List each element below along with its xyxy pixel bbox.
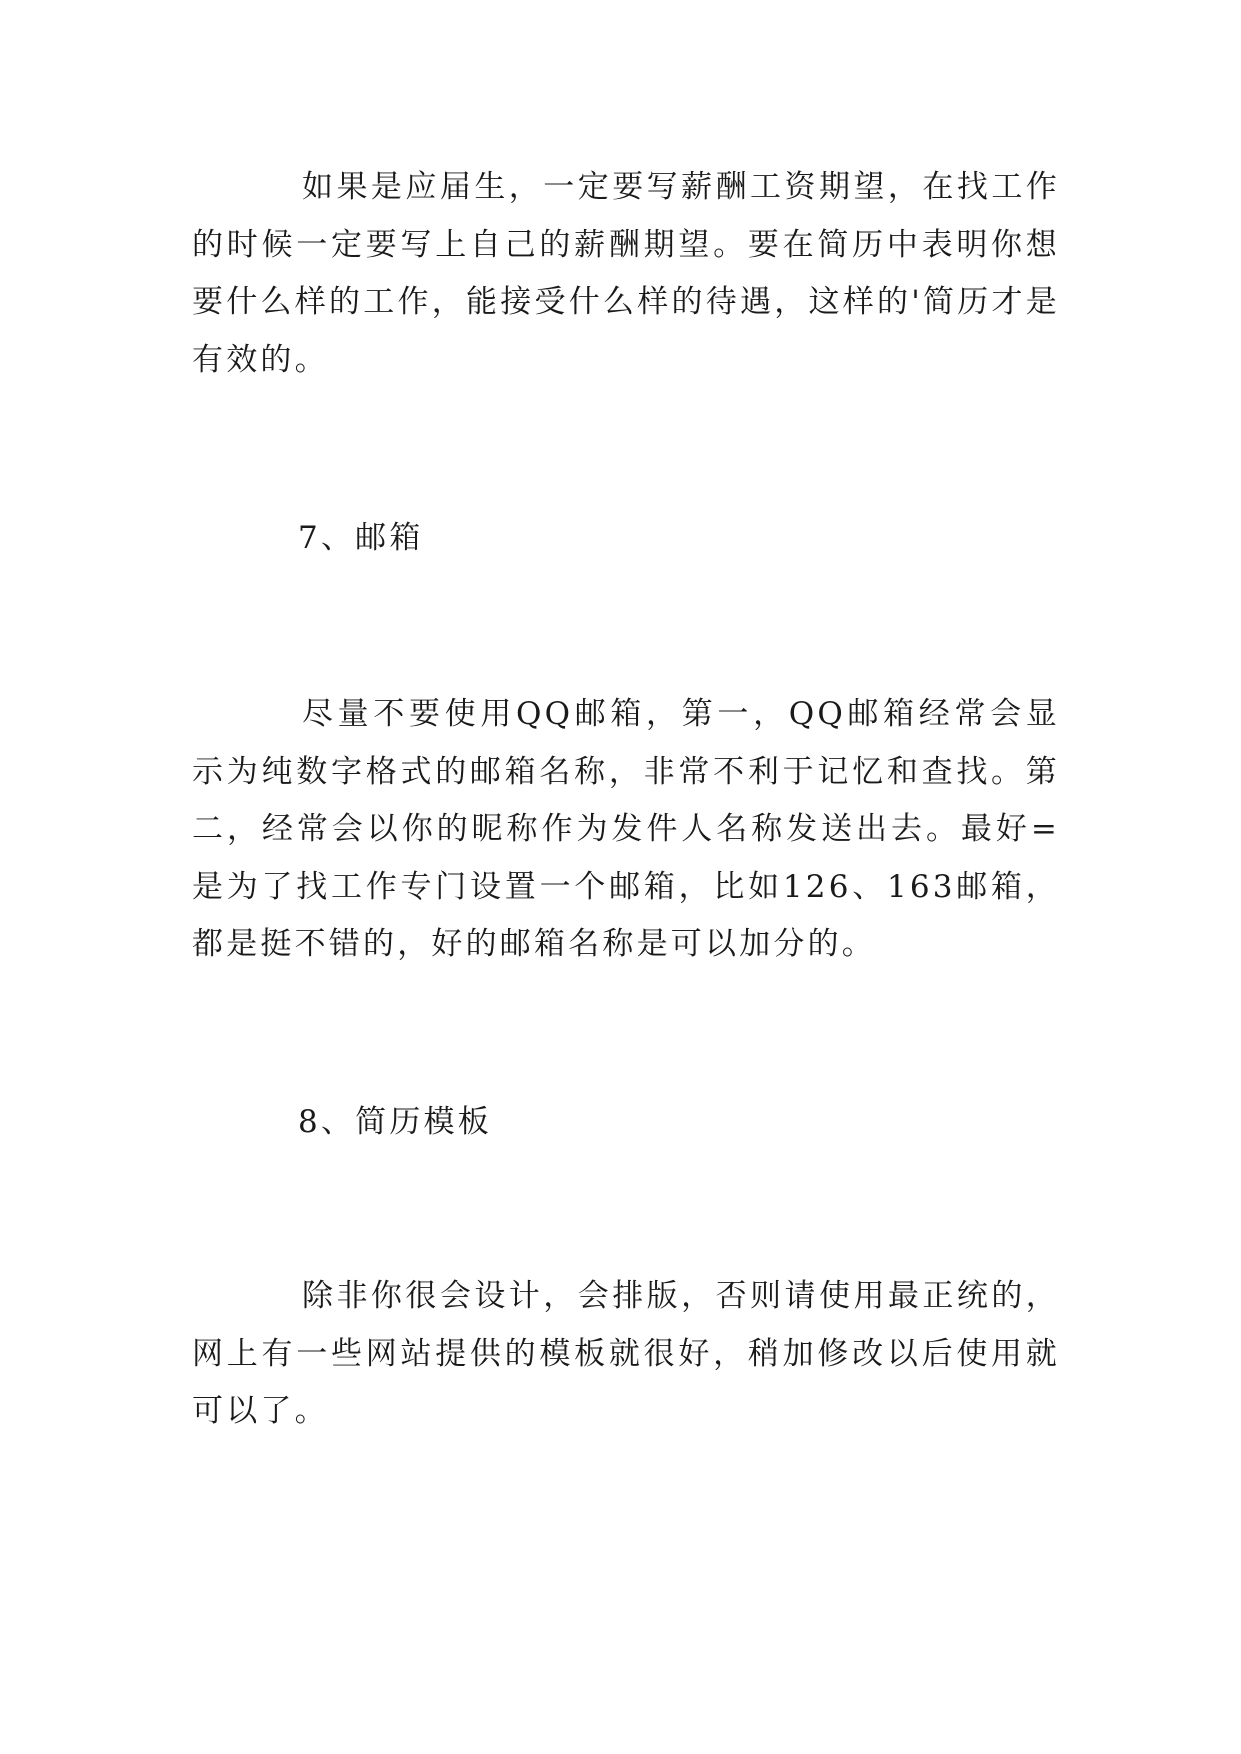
paragraph-email-advice: 尽量不要使用QQ邮箱，第一，QQ邮箱经常会显示为纯数字格式的邮箱名称，非常不利于记忆和查找。第二，经常会以你的昵称作为发件人名称发送出去。最好=是为了找工作专门设置一个邮箱，比如126、163邮箱，都是挺不错的，好的邮箱名称是可以加分的。 — [192, 696, 1060, 962]
paragraph-salary-expectation: 如果是应届生，一定要写薪酬工资期望，在找工作的时候一定要写上自己的薪酬期望。要在简历中表明你想要什么样的工作，能接受什么样的待遇，这样的'简历才是有效的。 — [192, 169, 1060, 378]
section-heading-resume-template: 8、简历模板 — [298, 1104, 492, 1140]
section-heading-email: 7、邮箱 — [298, 520, 424, 556]
paragraph-template-advice: 除非你很会设计，会排版，否则请使用最正统的，网上有一些网站提供的模板就很好，稍加修改以后使用就可以了。 — [192, 1278, 1060, 1429]
